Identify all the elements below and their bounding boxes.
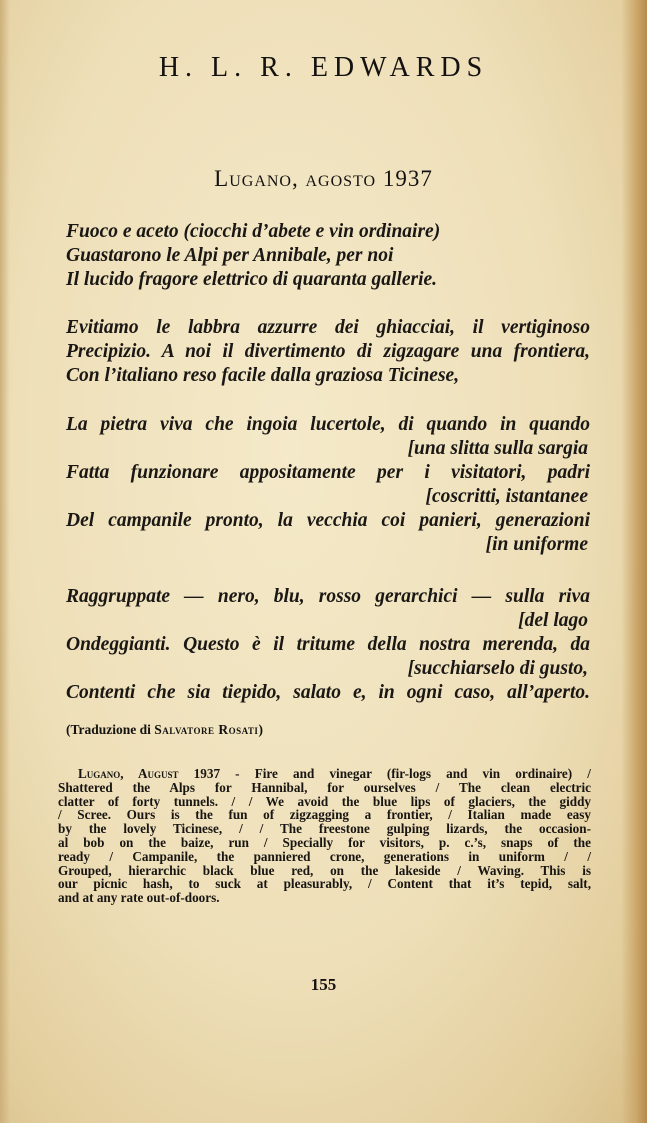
poem-line: Fatta funzionare appositamente per i visitatori, padri — [66, 462, 590, 483]
poem-line-continuation: [in uniforme — [485, 534, 588, 555]
poem-line: Ondeggianti. Questo è il tritume della nostra merenda, da — [66, 634, 590, 655]
english-original — [58, 767, 591, 905]
poem-line: Contenti che sia tiepido, salato e, in ogni caso, all’aperto. — [66, 682, 590, 703]
english-line: by the lovely Ticinese, / / The freestone gulping lizards, the occasion- — [58, 821, 591, 837]
poem-line: Il lucido fragore elettrico di quaranta gallerie. — [66, 269, 438, 290]
english-line — [58, 767, 591, 781]
page-number: 155 — [310, 975, 337, 994]
poem-line: Fuoco e aceto (ciocchi d’abete e vin ordinaire) — [66, 221, 441, 242]
stanza-4 — [66, 585, 590, 705]
poem-line: Con l’italiano reso facile dalla graziosa Ticinese, — [66, 365, 460, 386]
poem-title-month: agosto — [305, 166, 377, 191]
poem-line: Evitiamo le labbra azzurre dei ghiacciai, il vertiginoso — [66, 317, 590, 338]
english-line: clatter of forty tunnels. / / We avoid the blue lips of glaciers, the giddy — [58, 793, 591, 809]
poem-line: Precipizio. A noi il divertimento di zigzagare una frontiera, — [66, 341, 590, 362]
poem-line: Guastarono le Alpi per Annibale, per noi — [66, 245, 394, 266]
translator-prefix: (Traduzione di — [66, 722, 151, 737]
english-line: al bob on the baize, run / Specially for visitors, p. c.’s, snaps of the — [58, 834, 591, 850]
page-header-author: H. L. R. EDWARDS — [158, 52, 489, 83]
english-line: Grouped, hierarchic black blue red, on the lakeside / Waving. This is — [58, 862, 591, 878]
poem-title — [0, 166, 647, 192]
english-title: Lugano, August 1937 — [78, 766, 221, 781]
stanza-1 — [66, 220, 590, 292]
translator-suffix: ) — [258, 722, 263, 737]
english-line: Shattered the Alps for Hannibal, for ourselves / The clean electric — [58, 779, 591, 795]
translator-name: Salvatore Rosati — [154, 722, 259, 737]
poem-line-continuation: [coscritti, istantanee — [425, 486, 588, 507]
poem-line: La pietra viva che ingoia lucertole, di quando in quando — [66, 414, 590, 435]
poem-line: Raggruppate — nero, blu, rosso gerarchici — sulla riva — [66, 586, 590, 607]
english-line: and at any rate out-of-doors. — [58, 890, 220, 906]
poem-line-continuation: [una slitta sulla sargia — [407, 438, 588, 459]
poem-title-place: Lugano, — [214, 166, 299, 191]
poem-line-continuation: [del lago — [518, 610, 588, 631]
english-line: / Scree. Ours is the fun of zigzagging a frontier, / Italian made easy — [58, 807, 591, 823]
translator-credit — [66, 722, 263, 738]
poem-line: Del campanile pronto, la vecchia coi panieri, generazioni — [66, 510, 590, 531]
poem-line-continuation: [succhiarselo di gusto, — [407, 658, 588, 679]
poem-title-year: 1937 — [382, 166, 433, 191]
stanza-3 — [66, 413, 590, 557]
english-line: ready / Campanile, the panniered crone, generations in uniform / / — [58, 848, 591, 864]
stanza-2 — [66, 316, 590, 388]
english-line: our picnic hash, to suck at pleasurably, / Content that it’s tepid, salt, — [58, 876, 591, 892]
english-line-text: - Fire and vinegar (fir-logs and vin ordinaire) / — [220, 766, 591, 781]
